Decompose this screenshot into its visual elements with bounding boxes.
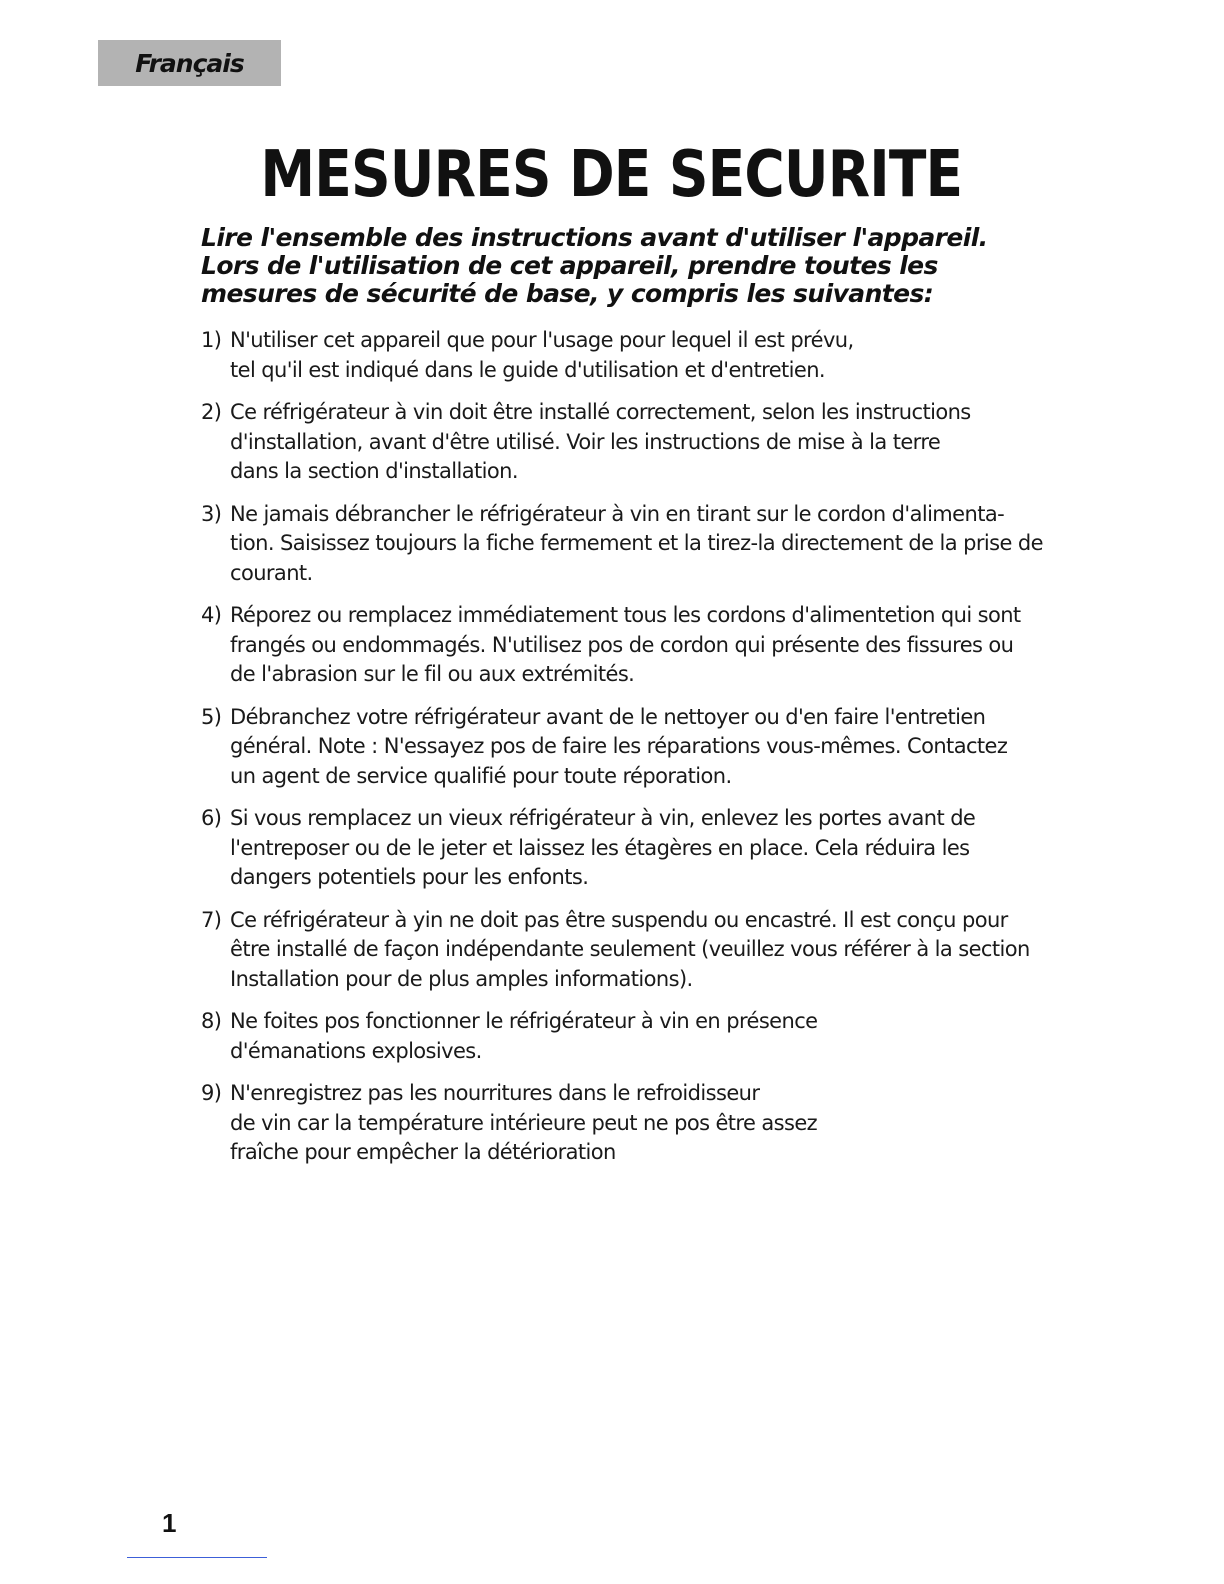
footer-divider	[127, 1557, 267, 1558]
language-label: Français	[135, 48, 244, 78]
item-line: Ne jamais débrancher le réfrigérateur à vin en tirant sur le cordon d'alimenta-	[230, 501, 1005, 526]
item-number: 1)	[201, 328, 222, 352]
item-number: 9)	[201, 1081, 222, 1105]
item-number: 8)	[201, 1009, 222, 1033]
list-item	[201, 703, 1031, 792]
item-line: tel qu'il est indiqué dans le guide d'utilisation et d'entretien.	[230, 357, 826, 382]
item-line: Ce réfrigérateur à yin ne doit pas être suspendu ou encastré. Il est conçu pour	[230, 907, 1008, 932]
item-line: N'utiliser cet appareil que pour l'usage pour lequel il est prévu,	[230, 328, 854, 352]
page-number: 1	[162, 1508, 177, 1538]
list-item	[201, 601, 1031, 690]
list-item	[201, 804, 1031, 893]
item-line: de l'abrasion sur le fil ou aux extrémités.	[230, 662, 635, 686]
item-line: un agent de service qualifié pour toute réporation.	[230, 763, 732, 788]
list-item	[201, 500, 1043, 589]
list-item	[201, 1007, 1031, 1066]
item-line: Débranchez votre réfrigérateur avant de le nettoyer ou d'en faire l'entretien	[230, 704, 986, 729]
item-number: 6)	[201, 806, 222, 830]
list-item	[201, 326, 1031, 385]
item-line: Ne foites pos fonctionner le réfrigérateur à vin en présence	[230, 1009, 818, 1033]
item-line: d'émanations explosives.	[230, 1038, 482, 1063]
item-line: frangés ou endommagés. N'utilisez pos de cordon qui présente des fissures ou	[230, 632, 1014, 657]
page-title: MESURES DE SECURITE	[260, 138, 963, 212]
item-number: 5)	[201, 704, 222, 729]
item-line: d'installation, avant d'être utilisé. Voir les instructions de mise à la terre	[230, 429, 941, 454]
item-line: courant.	[230, 560, 313, 585]
safety-list	[201, 326, 1043, 1181]
intro-line: Lors de l'utilisation de cet appareil, prendre toutes les	[201, 251, 938, 280]
item-line: l'entreposer ou de le jeter et laissez les étagères en place. Cela réduira les	[230, 835, 970, 860]
list-item	[201, 906, 1031, 995]
intro-line: mesures de sécurité de base, y compris les suivantes:	[201, 279, 934, 308]
list-item	[201, 398, 1031, 487]
item-number: 2)	[201, 400, 222, 424]
item-line: général. Note : N'essayez pos de faire les réparations vous-mêmes. Contactez	[230, 734, 1008, 758]
item-line: Ce réfrigérateur à vin doit être installé correctement, selon les instructions	[230, 400, 971, 424]
item-line: N'enregistrez pas les nourritures dans le refroidisseur	[230, 1081, 760, 1105]
language-tab	[98, 40, 281, 86]
item-line: Installation pour de plus amples informations).	[230, 966, 693, 991]
item-line: de vin car la température intérieure peut ne pos être assez	[230, 1110, 818, 1135]
item-number: 3)	[201, 501, 222, 526]
item-line: dangers potentiels pour les enfonts.	[230, 865, 589, 889]
item-number: 7)	[201, 907, 222, 932]
item-line: Réporez ou remplacez immédiatement tous les cordons d'alimentetion qui sont	[230, 603, 1021, 627]
list-item	[201, 1079, 1031, 1168]
intro-paragraph	[201, 224, 1001, 308]
item-line: fraîche pour empêcher la détérioration	[230, 1140, 616, 1164]
item-line: dans la section d'installation.	[230, 459, 518, 483]
item-line: être installé de façon indépendante seulement (veuillez vous référer à la section	[230, 937, 1030, 961]
item-line: Si vous remplacez un vieux réfrigérateur à vin, enlevez les portes avant de	[230, 806, 976, 830]
item-line: tion. Saisissez toujours la fiche fermement et la tirez-la directement de la prise de	[230, 531, 1043, 555]
item-number: 4)	[201, 603, 222, 627]
intro-line: Lire l'ensemble des instructions avant d'utiliser l'appareil.	[201, 223, 988, 252]
